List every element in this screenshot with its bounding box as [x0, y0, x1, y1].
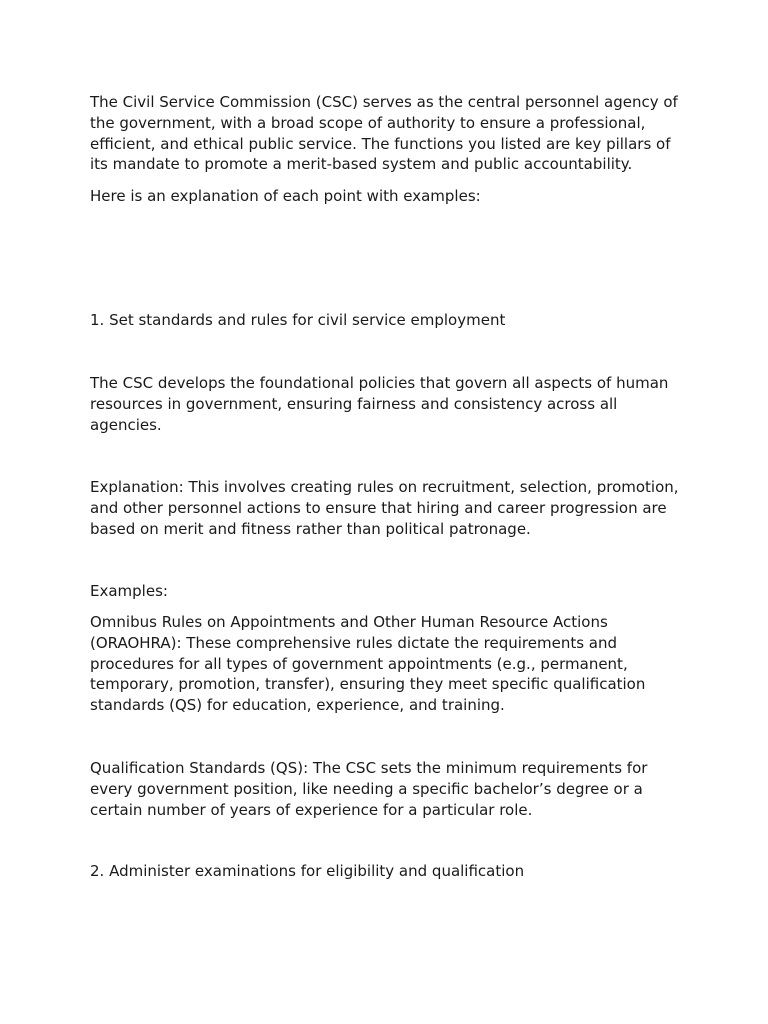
- section-2-heading: 2. Administer examinations for eligibility and qualification: [90, 862, 525, 880]
- section-1-heading: 1. Set standards and rules for civil service employment: [90, 311, 506, 329]
- intro-paragraph: The Civil Service Commission (CSC) serves as the central personnel agency of the government, with a broad scope of authority to ensure a professional, efficient, and ethical public service. The functions you listed are key pillars of its mandate to promote a merit-based system and public accountability.: [90, 93, 678, 174]
- intro-followup-paragraph: Here is an explanation of each point with examples:: [90, 187, 481, 205]
- section-1-example-oraohra: Omnibus Rules on Appointments and Other Human Resource Actions (ORAOHRA): These comprehensive rules dictate the requirements and procedures for all types of government appointments (e.g., permanent, temporary, promotion, transfer), ensuring they meet specific qualification standards (QS) for education, experience, and training.: [90, 613, 646, 715]
- section-1-explanation: Explanation: This involves creating rules on recruitment, selection, promotion, and other personnel actions to ensure that hiring and career progression are based on merit and fitness rather than political patronage.: [90, 478, 679, 538]
- section-1-description: The CSC develops the foundational policies that govern all aspects of human resources in government, ensuring fairness and consistency across all agencies.: [90, 374, 669, 434]
- section-1-examples-label: Examples:: [90, 582, 168, 600]
- section-1-example-qualification-standards: Qualification Standards (QS): The CSC sets the minimum requirements for every government position, like needing a specific bachelor’s degree or a certain number of years of experience for a particular role.: [90, 759, 648, 819]
